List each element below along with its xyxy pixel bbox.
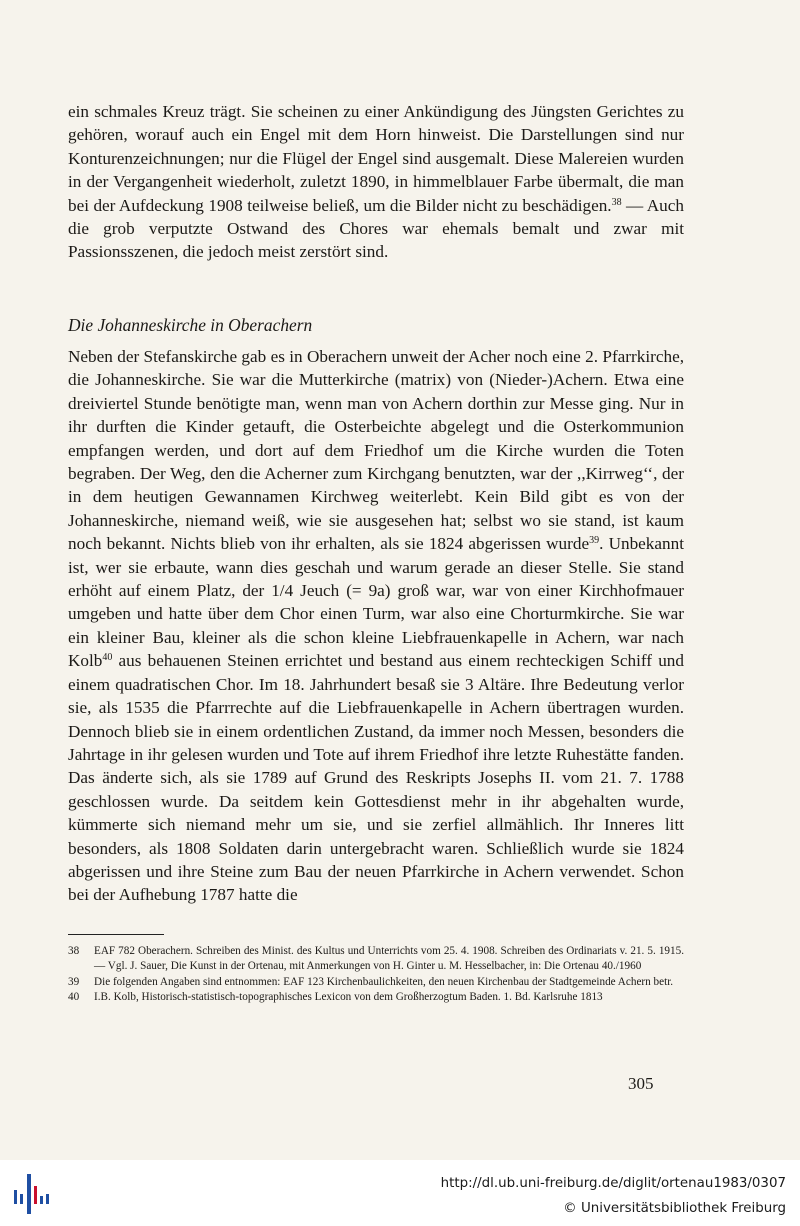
- paragraph-2-text: Neben der Stefanskirche gab es in Oberachern unweit der Acher noch eine 2. Pfarrkirche, die Johanneskirche. Sie war die Mutterkirche (matrix) von (Nieder-)Achern. Etwa eine dreiviertel Stunde benötigte man, wenn man von Achern dorthin zur Messe ging. Nur in ihr durften die Kinder getauft, die Osterbeichte abgelegt und die Osterkommunion empfangen werden, und dort auf dem Friedhof um die Kirche wurden die Toten begraben. Der Weg, den die Acherner zum Kirchgang benutzten, war der ,,Kirrweg‘‘, der in dem heutigen Gewannamen Kirchweg weiterlebt. Kein Bild gibt es von der Johanneskirche, niemand weiß, wie sie ausgesehen hat; selbst wo sie stand, ist kaum noch bekannt. Nichts blieb von ihr erhalten, als sie 1824 abgerissen wurde: [68, 347, 684, 554]
- footnote-text: Die folgenden Angaben sind entnommen: EAF 123 Kirchenbaulichkeiten, den neuen Kirchenbau der Stadtgemeinde Achern betr.: [94, 975, 674, 988]
- footnote-number: 39: [68, 975, 80, 988]
- footnote-39: [68, 975, 684, 990]
- footnotes: [68, 944, 684, 1006]
- footnote-text: I.B. Kolb, Historisch-statistisch-topographisches Lexicon von dem Großherzogtum Baden. 1. Bd. Karlsruhe 1813: [94, 991, 603, 1004]
- paragraph-2-text-end: aus behauenen Steinen errichtet und bestand aus einem rechteckigen Schiff und einem quadratischen Chor. Im 18. Jahrhundert besaß sie 3 Altäre. Ihre Bedeutung verlor sie, als 1535 die Pfarrrechte auf die Liebfrauenkapelle in Achern übertragen wurden. Dennoch blieb sie in einem ordentlichen Zustand, da immer noch Messen, besonders die Jahrtage in ihr gelesen wurden und Tote auf ihrem Friedhof ihre letzte Ruhestätte fanden. Das änderte sich, als sie 1789 auf Grund des Reskripts Josephs II. vom 21. 7. 1788 geschlossen wurde. Da seitdem kein Gottesdienst mehr in ihr abgehalten wurde, kümmerte sich niemand mehr um sie, und sie zerfiel allmählich. Ihr Inneres litt besonders, als 1808 Soldaten darin untergebracht waren. Schließlich wurde sie 1824 abgerissen und ihre Steine zum Bau der neuen Pfarrkirche in Achern verwendet. Schon bei der Aufhebung 1787 hatte die: [68, 651, 684, 905]
- footnote-38: [68, 944, 684, 975]
- paragraph-1-text: ein schmales Kreuz trägt. Sie scheinen zu einer Ankündigung des Jüngsten Gerichtes zu gehören, worauf auch ein Engel mit dem Horn hinweist. Die Darstellungen sind nur Konturenzeichnungen; nur die Flügel der Engel sind ausgemalt. Diese Malereien wurden in der Vergangenheit wiederholt, zuletzt 1890, in himmelblauer Farbe übermalt, die man bei der Aufdeckung 1908 teilweise beließ, um die Bilder nicht zu beschädigen.: [68, 102, 684, 215]
- footnote-40: [68, 990, 684, 1005]
- footnote-ref-39[interactable]: 39: [589, 535, 600, 547]
- source-url-link[interactable]: http://dl.ub.uni-freiburg.de/diglit/ortenau1983/0307: [440, 1176, 786, 1191]
- paragraph-2-text-cont: . Unbekannt ist, wer sie erbaute, wann dies geschah und warum gerade an dieser Stelle. Sie stand erhöht auf einem Platz, der 1/4 Jeuch (= 9a) groß war, war von einer Kirchhofmauer umgeben und hatte über dem Chor einen Turm, war also eine Chorturmkirche. Sie war ein kleiner Bau, kleiner als die schon kleine Liebfrauenkapelle in Achern, war nach Kolb: [68, 534, 684, 671]
- paragraph-1: [68, 100, 684, 264]
- footnote-number: 40: [68, 991, 80, 1004]
- page-number: 305: [628, 1074, 654, 1093]
- footnote-number: 38: [68, 945, 80, 957]
- paragraph-2: [68, 345, 684, 907]
- footnote-ref-38[interactable]: 38: [611, 196, 622, 208]
- copyright-notice: © Universitätsbibliothek Freiburg: [563, 1201, 786, 1216]
- ub-freiburg-logo-icon[interactable]: [10, 1172, 54, 1218]
- footer-bar: [0, 1160, 800, 1226]
- section-heading: Die Johanneskirche in Oberachern: [68, 315, 313, 335]
- footnote-text: EAF 782 Oberachern. Schreiben des Minist. des Kultus und Unterrichts vom 25. 4. 1908. Schreiben des Ordinariats v. 21. 5. 1915.— Vgl. J. Sauer, Die Kunst in der Ortenau, mit Anmerkungen von H. Ginter u. M. Hesselbacher, in: Die Ortenau 40./1960: [94, 945, 684, 973]
- paragraph-1-text-cont: — Auch die grob verputzte Ostwand des Chores war ehemals bemalt und zwar mit Passionsszenen, die jedoch meist zerstört sind.: [68, 195, 684, 262]
- footnote-divider: [68, 934, 164, 935]
- footnote-ref-40[interactable]: 40: [102, 652, 113, 664]
